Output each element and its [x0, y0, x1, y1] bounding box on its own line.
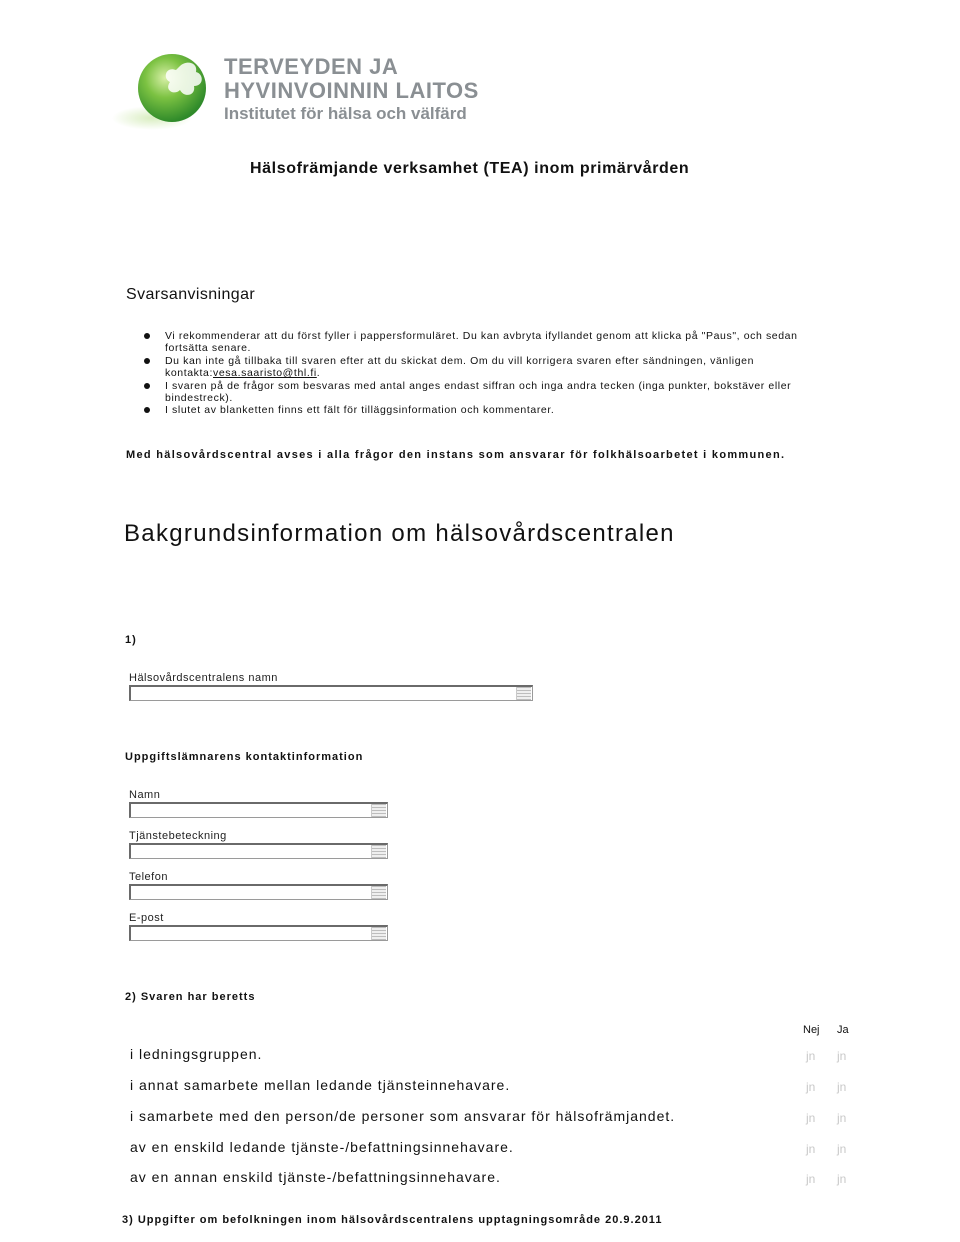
scroll-handle-icon[interactable] [371, 804, 386, 817]
scroll-handle-icon[interactable] [371, 927, 386, 940]
contact-email-link[interactable]: vesa.saaristo@thl.fi [213, 367, 317, 380]
bullet-icon [144, 358, 150, 364]
bullet-icon [144, 383, 150, 389]
thl-logo [108, 46, 488, 132]
instructions-list [144, 330, 844, 417]
section-heading: Bakgrundsinformation om hälsovårdscentralen [124, 520, 675, 547]
logo-text-line3: Institutet för hälsa och välfärd [224, 104, 467, 123]
name-label: Namn [129, 789, 161, 801]
instruction-text-end: . [316, 367, 321, 380]
list-item [144, 380, 844, 405]
logo-text-line1: TERVEYDEN JA [224, 54, 399, 79]
question-3-heading: 3) Uppgifter om befolkningen inom hälsovårdscentralens upptagningsområde 20.9.2011 [122, 1214, 663, 1226]
email-label: E-post [129, 912, 164, 924]
instruction-text: Du kan inte gå tillbaka till svaren efter att du skickat dem. Om du vill korrigera svaren efter sändningen, vänligen kontakta: [165, 354, 755, 380]
q2-row-4-no-radio[interactable]: jn [806, 1142, 816, 1156]
column-yes-header: Ja [837, 1024, 849, 1036]
q2-row-5-yes-radio[interactable]: jn [837, 1172, 847, 1186]
scroll-handle-icon[interactable] [371, 845, 386, 858]
page-title: Hälsofrämjande verksamhet (TEA) inom primärvården [250, 160, 690, 177]
logo-sphere-icon [108, 46, 212, 132]
hc-name-input[interactable] [129, 685, 533, 701]
definition-note: Med hälsovårdscentral avses i alla frågor den instans som ansvarar för folkhälsoarbetet i kommunen. [126, 449, 786, 461]
name-input[interactable] [129, 802, 388, 818]
hc-name-label: Hälsovårdscentralens namn [129, 672, 278, 684]
instructions-heading: Svarsanvisningar [126, 286, 256, 303]
q2-row-3-yes-radio[interactable]: jn [837, 1111, 847, 1125]
q2-row-3-text: i samarbete med den person/de personer som ansvarar för hälsofrämjandet. [130, 1108, 676, 1124]
q2-row-4-yes-radio[interactable]: jn [837, 1142, 847, 1156]
q2-row-5-no-radio[interactable]: jn [806, 1172, 816, 1186]
q2-row-1-yes-radio[interactable]: jn [837, 1049, 847, 1063]
bullet-icon [144, 407, 150, 413]
question-2-heading: 2) Svaren har beretts [125, 991, 256, 1003]
list-item [144, 355, 844, 380]
q2-row-3-no-radio[interactable]: jn [806, 1111, 816, 1125]
instruction-text: I svaren på de frågor som besvaras med antal anges endast siffran och inga andra tecken (inga punkter, bokstäver eller bindestreck). [165, 379, 792, 405]
q2-row-1-text: i ledningsgruppen. [130, 1046, 263, 1062]
list-item [144, 330, 844, 355]
title-label: Tjänstebeteckning [129, 830, 227, 842]
scroll-handle-icon[interactable] [516, 687, 531, 700]
job-title-input[interactable] [129, 843, 388, 859]
q2-row-4-text: av en enskild ledande tjänste-/befattningsinnehavare. [130, 1139, 514, 1155]
list-item [144, 404, 844, 416]
q2-row-2-no-radio[interactable]: jn [806, 1080, 816, 1094]
scroll-handle-icon[interactable] [371, 886, 386, 899]
q2-row-2-yes-radio[interactable]: jn [837, 1080, 847, 1094]
instruction-text: I slutet av blanketten finns ett fält för tilläggsinformation och kommentarer. [165, 404, 555, 417]
phone-input[interactable] [129, 884, 388, 900]
contact-heading: Uppgiftslämnarens kontaktinformation [125, 751, 364, 763]
instruction-text: Vi rekommenderar att du först fyller i pappersformuläret. Du kan avbryta ifyllandet genom att klicka på "Paus", och sedan fortsätta senare. [165, 330, 798, 355]
column-no-header: Nej [803, 1024, 820, 1036]
phone-label: Telefon [129, 871, 168, 883]
q2-row-2-text: i annat samarbete mellan ledande tjänsteinnehavare. [130, 1077, 511, 1093]
q2-row-5-text: av en annan enskild tjänste-/befattningsinnehavare. [130, 1169, 501, 1185]
bullet-icon [144, 333, 150, 339]
email-input[interactable] [129, 925, 388, 941]
question-1-number: 1) [125, 634, 137, 646]
logo-text-line2: HYVINVOINNIN LAITOS [224, 78, 479, 103]
q2-row-1-no-radio[interactable]: jn [806, 1049, 816, 1063]
